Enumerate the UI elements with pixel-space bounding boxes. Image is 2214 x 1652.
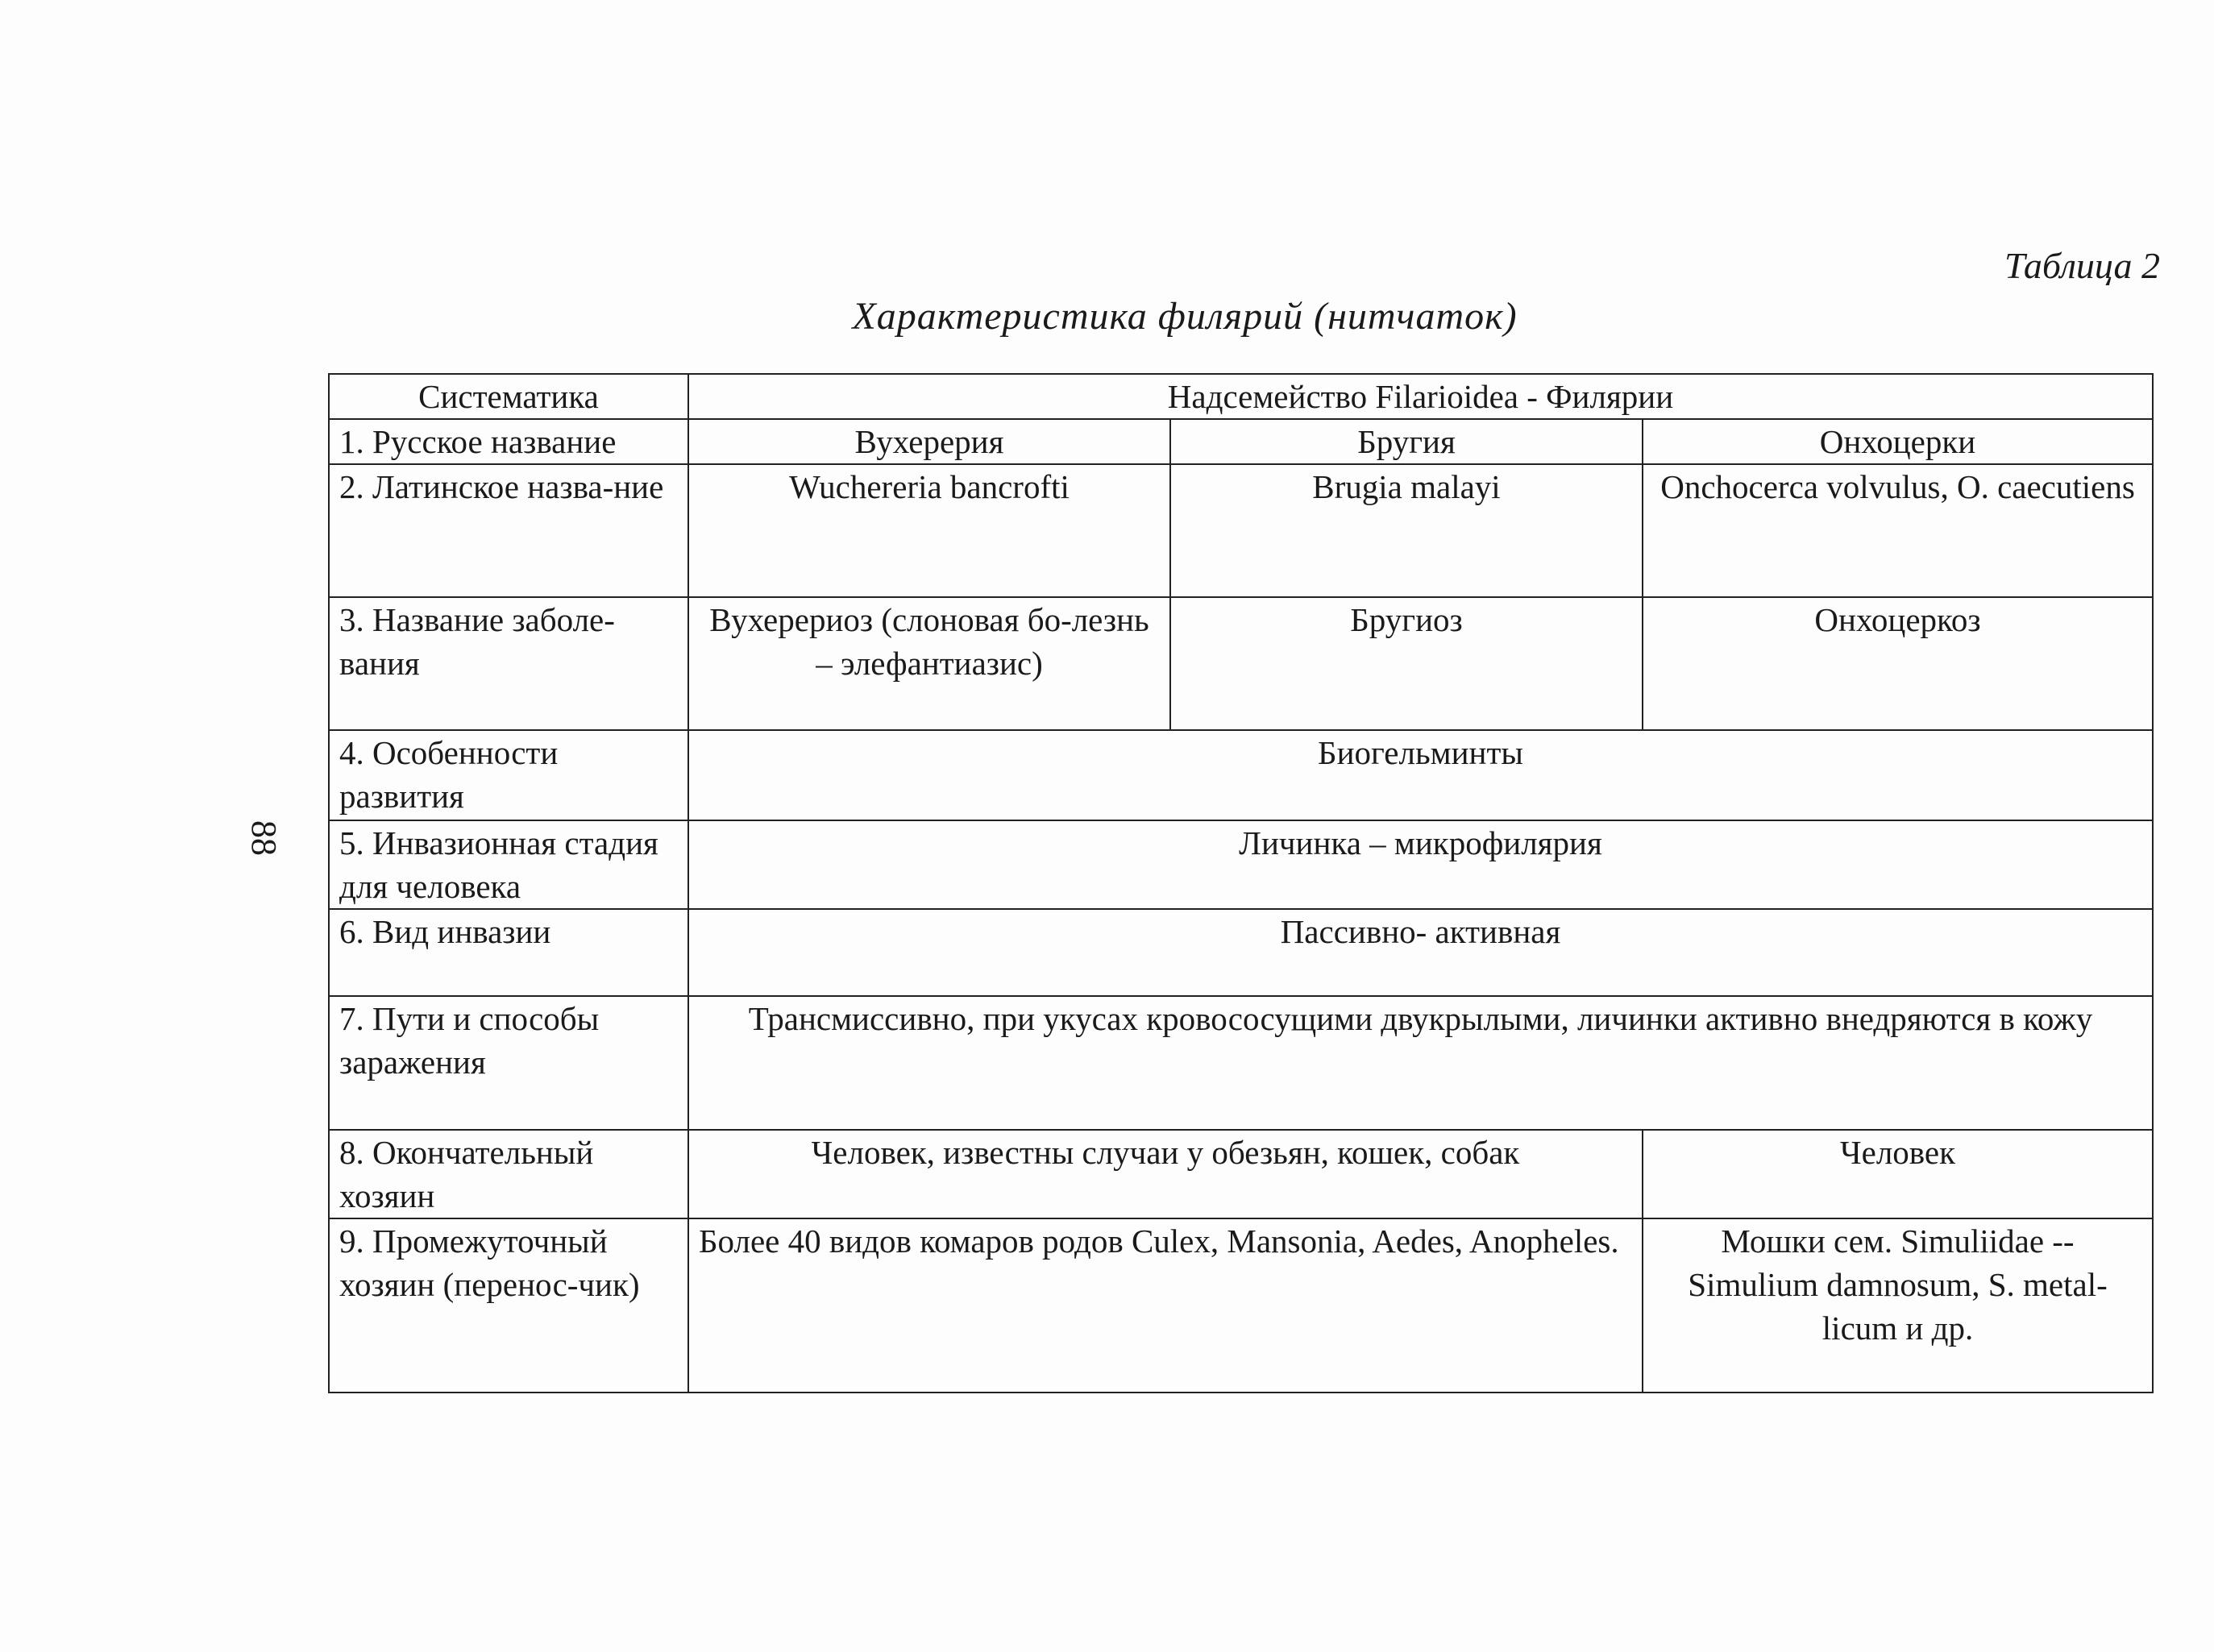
table-cell: Онхоцерки xyxy=(1643,419,2153,464)
row-label: 8. Окончательный хозяин xyxy=(329,1130,688,1218)
table-cell: Онхоцеркоз xyxy=(1643,597,2153,730)
row-label: 3. Название заболе-вания xyxy=(329,597,688,730)
page-title: Характеристика филярий (нитчаток) xyxy=(852,295,1518,338)
table-row-disease-name xyxy=(329,597,2153,730)
table-row-invasion-type xyxy=(329,909,2153,996)
table-cell: Бругия xyxy=(1170,419,1643,464)
table-cell: Brugia malayi xyxy=(1170,464,1643,597)
row-label: 1. Русское название xyxy=(329,419,688,464)
table-cell: Человек xyxy=(1643,1130,2153,1218)
table-cell: Пассивно- активная xyxy=(688,909,2153,996)
row-label: 5. Инвазионная стадия для человека xyxy=(329,820,688,909)
table-row-invasive-stage xyxy=(329,820,2153,909)
table-cell: Биогельминты xyxy=(688,730,2153,820)
row-label: 9. Промежуточный хозяин (перенос-чик) xyxy=(329,1218,688,1393)
table-cell: Wuchereria bancrofti xyxy=(688,464,1170,597)
table-cell: Мошки сем. Simuliidae -- Simulium damnosum, S. metal-licum и др. xyxy=(1643,1218,2153,1393)
filaria-table xyxy=(328,373,2154,1393)
row-label: 2. Латинское назва-ние xyxy=(329,464,688,597)
header-label-cell: Систематика xyxy=(329,374,688,419)
table-cell: Личинка – микрофилярия xyxy=(688,820,2153,909)
row-label: 4. Особенности развития xyxy=(329,730,688,820)
table-cell: Вухерериоз (слоновая бо-лезнь – элефантиазис) xyxy=(688,597,1170,730)
table-row-infection-routes xyxy=(329,996,2153,1130)
row-label: 7. Пути и способы заражения xyxy=(329,996,688,1130)
table-row-header xyxy=(329,374,2153,419)
table-cell: Onchocerca volvulus, O. caecutiens xyxy=(1643,464,2153,597)
table-row-definitive-host xyxy=(329,1130,2153,1218)
row-label: 6. Вид инвазии xyxy=(329,909,688,996)
table-row-latin-name xyxy=(329,464,2153,597)
table-row-development xyxy=(329,730,2153,820)
table-cell: Вухерерия xyxy=(688,419,1170,464)
table-cell: Более 40 видов комаров родов Culex, Mansonia, Aedes, Anopheles. xyxy=(688,1218,1643,1393)
page-number: 88 xyxy=(244,820,284,856)
table-cell: Бругиоз xyxy=(1170,597,1643,730)
table-label: Таблица 2 xyxy=(2004,245,2160,286)
table-row-russian-name xyxy=(329,419,2153,464)
table-row-intermediate-host xyxy=(329,1218,2153,1393)
table-cell: Трансмиссивно, при укусах кровососущими двукрылыми, личинки активно внедряются в кожу xyxy=(688,996,2153,1130)
table-cell: Человек, известны случаи у обезьян, кошек, собак xyxy=(688,1130,1643,1218)
header-value-cell: Надсемейство Filarioidea - Филярии xyxy=(688,374,2153,419)
